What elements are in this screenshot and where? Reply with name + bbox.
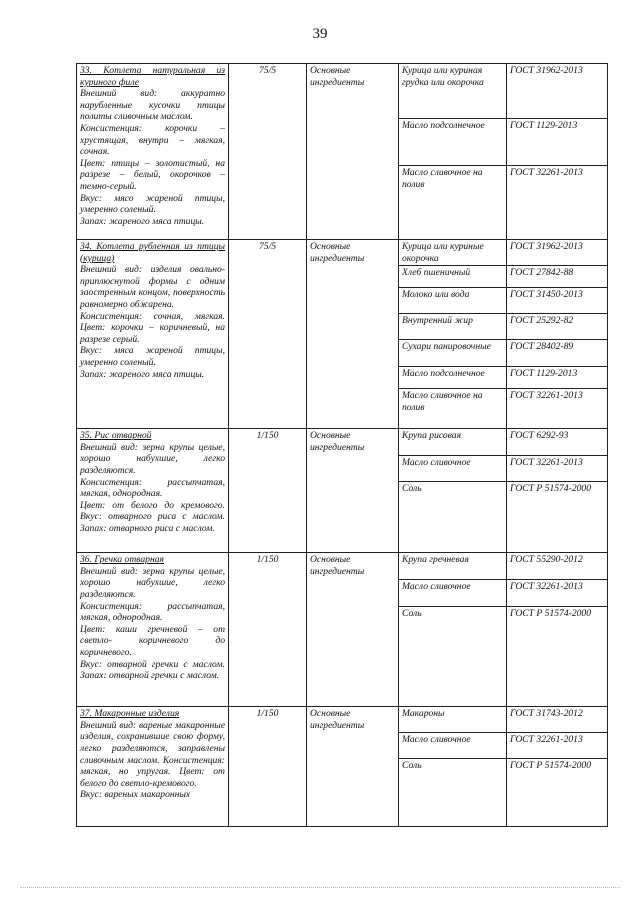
dish-description-line: Вкус: вареных макаронных	[80, 789, 191, 801]
dish-title: 36. Гречка отварная	[80, 554, 164, 566]
table-row	[77, 707, 608, 733]
ingredient-standard: ГОСТ 32261-2013	[507, 456, 608, 482]
ingredient-standard: ГОСТ 31962-2013	[507, 64, 608, 119]
page-number: 39	[312, 26, 328, 42]
ingredient-name: Масло сливочное	[399, 733, 507, 759]
ingredient-name: Молоко или вода	[399, 288, 507, 314]
ingredient-standard: ГОСТ 32261-2013	[507, 580, 608, 607]
dish-description-cell	[77, 429, 229, 553]
ingredient-standard: ГОСТ 31450-2013	[507, 288, 608, 314]
dish-yield: 1/150	[229, 707, 307, 827]
dish-description-line: Внешний вид: изделия овально-приплюснутой формы с одним заостренным концом, поверхность равномерно обжарена.	[80, 264, 225, 310]
ingredient-name: Масло сливочное	[399, 456, 507, 482]
dish-description-line: Консистенция: рассыпчатая, мягкая, однородная.	[80, 476, 225, 500]
ingredient-name: Масло сливочное на полив	[399, 166, 507, 240]
ingredient-standard: ГОСТ 31743-2012	[507, 707, 608, 733]
dish-description-cell	[77, 553, 229, 707]
ingredient-category: Основные ингредиенты	[307, 707, 399, 827]
dish-yield: 1/150	[229, 553, 307, 707]
table-row	[77, 240, 608, 266]
ingredient-standard: ГОСТ 1129-2013	[507, 119, 608, 166]
dish-title: 33. Котлета натуральная из куриного филе	[80, 65, 225, 88]
dish-description-line: Цвет: от белого до кремового. Вкус: отварного риса с маслом. Запах: отварного риса с маслом.	[80, 499, 225, 534]
dish-title: 34. Котлета рубленная из птицы (курица)	[80, 241, 225, 264]
dish-yield: 75/5	[229, 64, 307, 240]
dish-description-line: Консистенция: сочная, мягкая. Цвет: корочки – коричневый, на разрезе серый.	[80, 310, 225, 345]
ingredient-category: Основные ингредиенты	[307, 240, 399, 429]
table-row	[77, 64, 608, 119]
table-row	[77, 429, 608, 456]
ingredient-category: Основные ингредиенты	[307, 429, 399, 553]
dish-description-line: Вкус: отварной гречки с маслом. Запах: отварной гречки с маслом.	[80, 658, 225, 682]
ingredient-name: Масло подсолнечное	[399, 119, 507, 166]
ingredient-standard: ГОСТ 25292-82	[507, 314, 608, 340]
dish-description-line: Цвет: птицы – золотистый, на разрезе – белый, окорочков – темно-серый.	[80, 157, 225, 192]
ingredient-standard: ГОСТ 32261-2013	[507, 733, 608, 759]
ingredient-standard: ГОСТ 32261-2013	[507, 166, 608, 240]
dish-title: 35. Рис отварной	[80, 430, 152, 442]
ingredient-name: Сухари панировочные	[399, 340, 507, 367]
dish-description-line: Цвет: каши гречневой – от светло- коричневого до коричневого.	[80, 623, 225, 658]
dish-description-line: Внешний вид: зерна крупы целые, хорошо набухшие, легко разделяются.	[80, 441, 225, 476]
dish-description-cell	[77, 240, 229, 429]
dish-description-cell	[77, 707, 229, 827]
dish-description-line: Консистенция: рассыпчатая, мягкая, однородная.	[80, 600, 225, 624]
dish-description-line: Запах: жареного мяса птицы.	[80, 215, 205, 227]
ingredient-name: Масло подсолнечное	[399, 367, 507, 389]
ingredient-standard: ГОСТ Р 51574-2000	[507, 759, 608, 827]
ingredient-name: Соль	[399, 607, 507, 707]
ingredient-standard: ГОСТ 31962-2013	[507, 240, 608, 266]
dish-yield: 75/5	[229, 240, 307, 429]
ingredient-category: Основные ингредиенты	[307, 553, 399, 707]
ingredient-standard: ГОСТ 55290-2012	[507, 553, 608, 580]
dish-description-cell	[77, 64, 229, 240]
dish-description-line: Внешний вид: зерна крупы целые, хорошо набухшие, легко разделяются.	[80, 565, 225, 600]
dish-yield: 1/150	[229, 429, 307, 553]
ingredient-name: Внутренний жир	[399, 314, 507, 340]
dish-title: 37. Макаронные изделия	[80, 708, 180, 720]
ingredient-name: Крупа рисовая	[399, 429, 507, 456]
ingredient-name: Масло сливочное на полив	[399, 389, 507, 429]
dish-description-line: Запах: жареного мяса птицы.	[80, 368, 205, 380]
ingredient-standard: ГОСТ Р 51574-2000	[507, 482, 608, 553]
ingredient-standard: ГОСТ 32261-2013	[507, 389, 608, 429]
dish-description-line: Внешний вид: вареные макаронные изделия, сохранившие свою форму, легко разделяются, заправлены сливочным маслом. Консистенция: мягкая, но упругая. Цвет: от белого до светло-кремового.	[80, 719, 225, 789]
ingredient-name: Соль	[399, 482, 507, 553]
ingredient-standard: ГОСТ 6292-93	[507, 429, 608, 456]
specification-table	[76, 63, 608, 827]
scan-artifact-line	[20, 887, 620, 889]
ingredient-standard: ГОСТ 28402-89	[507, 340, 608, 367]
ingredient-standard: ГОСТ 27842-88	[507, 266, 608, 288]
dish-description-line: Внешний вид: аккуратно нарубленные кусочки птицы политы сливочным маслом.	[80, 88, 225, 123]
ingredient-name: Курица или куриные окорочка	[399, 240, 507, 266]
dish-description-line: Вкус: мясо жареной птицы, умеренно соленый.	[80, 192, 225, 216]
ingredient-name: Крупа гречневая	[399, 553, 507, 580]
ingredient-name: Курица или куриная грудка или окорочка	[399, 64, 507, 119]
ingredient-name: Макароны	[399, 707, 507, 733]
ingredient-name: Соль	[399, 759, 507, 827]
ingredient-name: Хлеб пшеничный	[399, 266, 507, 288]
ingredient-category: Основные ингредиенты	[307, 64, 399, 240]
ingredient-name: Масло сливочное	[399, 580, 507, 607]
dish-description-line: Вкус: мяса жареной птицы, умеренно соленый.	[80, 345, 225, 368]
dish-description-line: Консистенция: корочки – хрустящая, внутри – мягкая, сочная.	[80, 122, 225, 158]
table-row	[77, 553, 608, 580]
ingredient-standard: ГОСТ Р 51574-2000	[507, 607, 608, 707]
ingredient-standard: ГОСТ 1129-2013	[507, 367, 608, 389]
